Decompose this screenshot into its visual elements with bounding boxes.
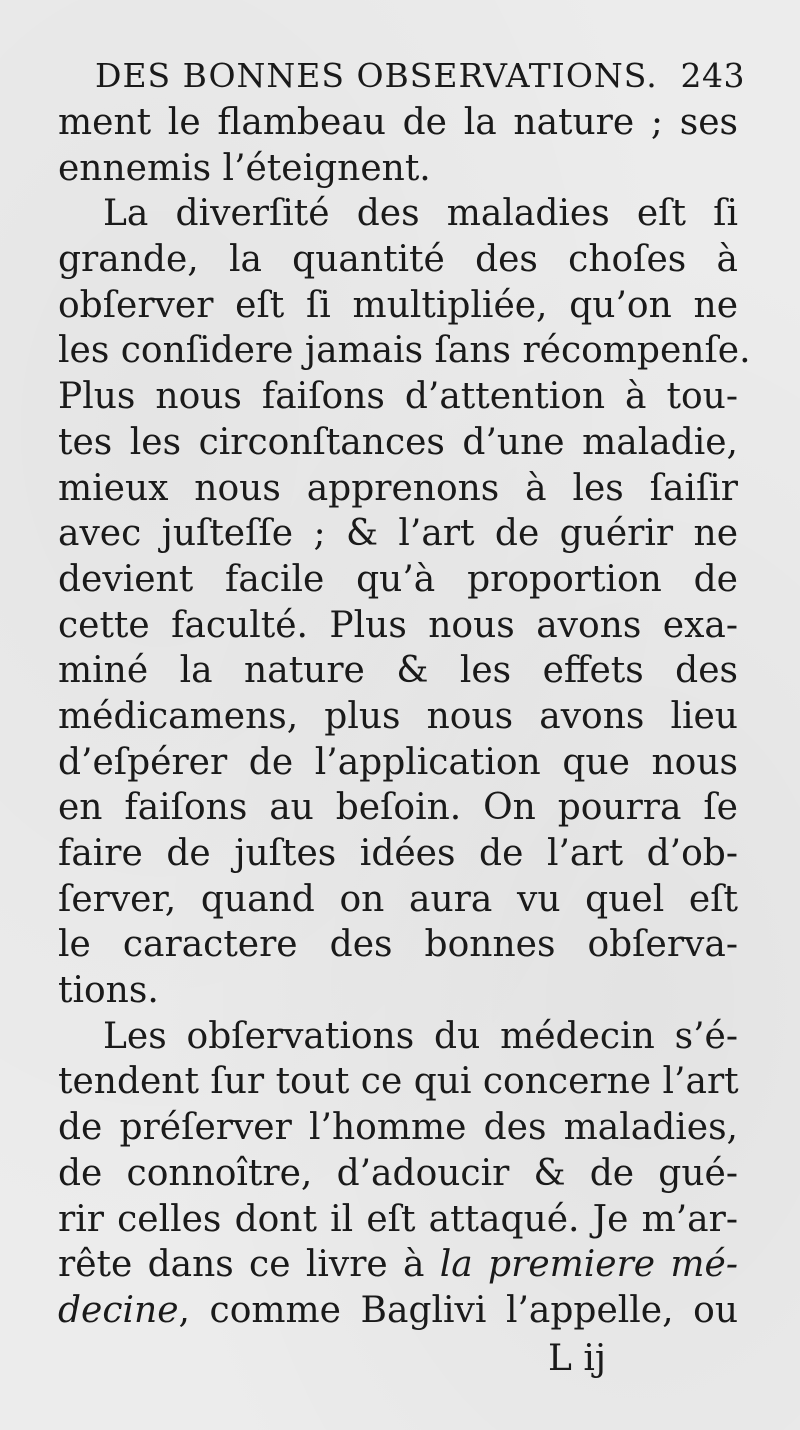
italic-text: la premiere mé- — [439, 1244, 738, 1286]
text-line: les conſidere jamais ſans récompenſe. — [58, 330, 751, 372]
page-header — [95, 46, 745, 106]
text-line: ment le flambeau de la nature ; ses — [58, 102, 738, 143]
text-segment: rête dans ce livre à — [58, 1244, 440, 1286]
signature-mark: L ij — [548, 1338, 607, 1379]
text-line: de connoître, d’adoucir & de gué- — [58, 1152, 738, 1194]
text-line: tendent ſur tout ce qui concerne l’art — [58, 1061, 739, 1103]
text-line: avec juſteſſe ; & l’art de guérir ne — [58, 513, 738, 555]
text-line: ennemis l’éteignent. — [58, 147, 431, 189]
paragraph-first-line: Les obſervations du médecin s’é- — [103, 1015, 738, 1057]
text-line: tes les circonſtances d’une maladie, — [58, 421, 738, 463]
text-line: faire de juſtes idées de l’art d’ob- — [58, 833, 738, 874]
text-line: d’eſpérer de l’application que nous — [58, 741, 738, 783]
text-line: en faiſons au beſoin. On pourra ſe — [58, 787, 738, 829]
text-line: le caractere des bonnes obſerva- — [58, 924, 738, 966]
text-line: devient facile qu’à proportion de — [58, 558, 738, 600]
running-title: DES BONNES OBSERVATIONS. — [95, 56, 658, 95]
italic-text: decine — [58, 1289, 179, 1331]
text-segment: , comme Baglivi l’appelle, ou — [178, 1289, 738, 1331]
text-line: Plus nous faiſons d’attention à tou- — [58, 376, 738, 418]
text-line: obſerver eſt ſi multipliée, qu’on ne — [58, 284, 738, 326]
text-line: miné la nature & les effets des — [58, 650, 738, 692]
text-line: grande, la quantité des choſes à — [58, 239, 738, 281]
body-text — [58, 100, 751, 1334]
text-line: médicamens, plus nous avons lieu — [58, 695, 738, 737]
text-line: tions. — [58, 970, 159, 1012]
paragraph-first-line: La diverſité des maladies eſt ſi — [103, 193, 738, 235]
page-number: 243 — [680, 56, 745, 95]
text-line: mieux nous apprenons à les ſaiſir — [58, 467, 738, 509]
text-line: cette faculté. Plus nous avons exa- — [58, 604, 738, 646]
text-line: de préſerver l’homme des maladies, — [58, 1107, 738, 1149]
text-line: ſerver, quand on aura vu quel eſt — [58, 878, 738, 920]
text-line — [58, 1288, 738, 1334]
text-line — [58, 1242, 738, 1288]
text-line: rir celles dont il eſt attaqué. Je m’ar- — [58, 1198, 738, 1240]
